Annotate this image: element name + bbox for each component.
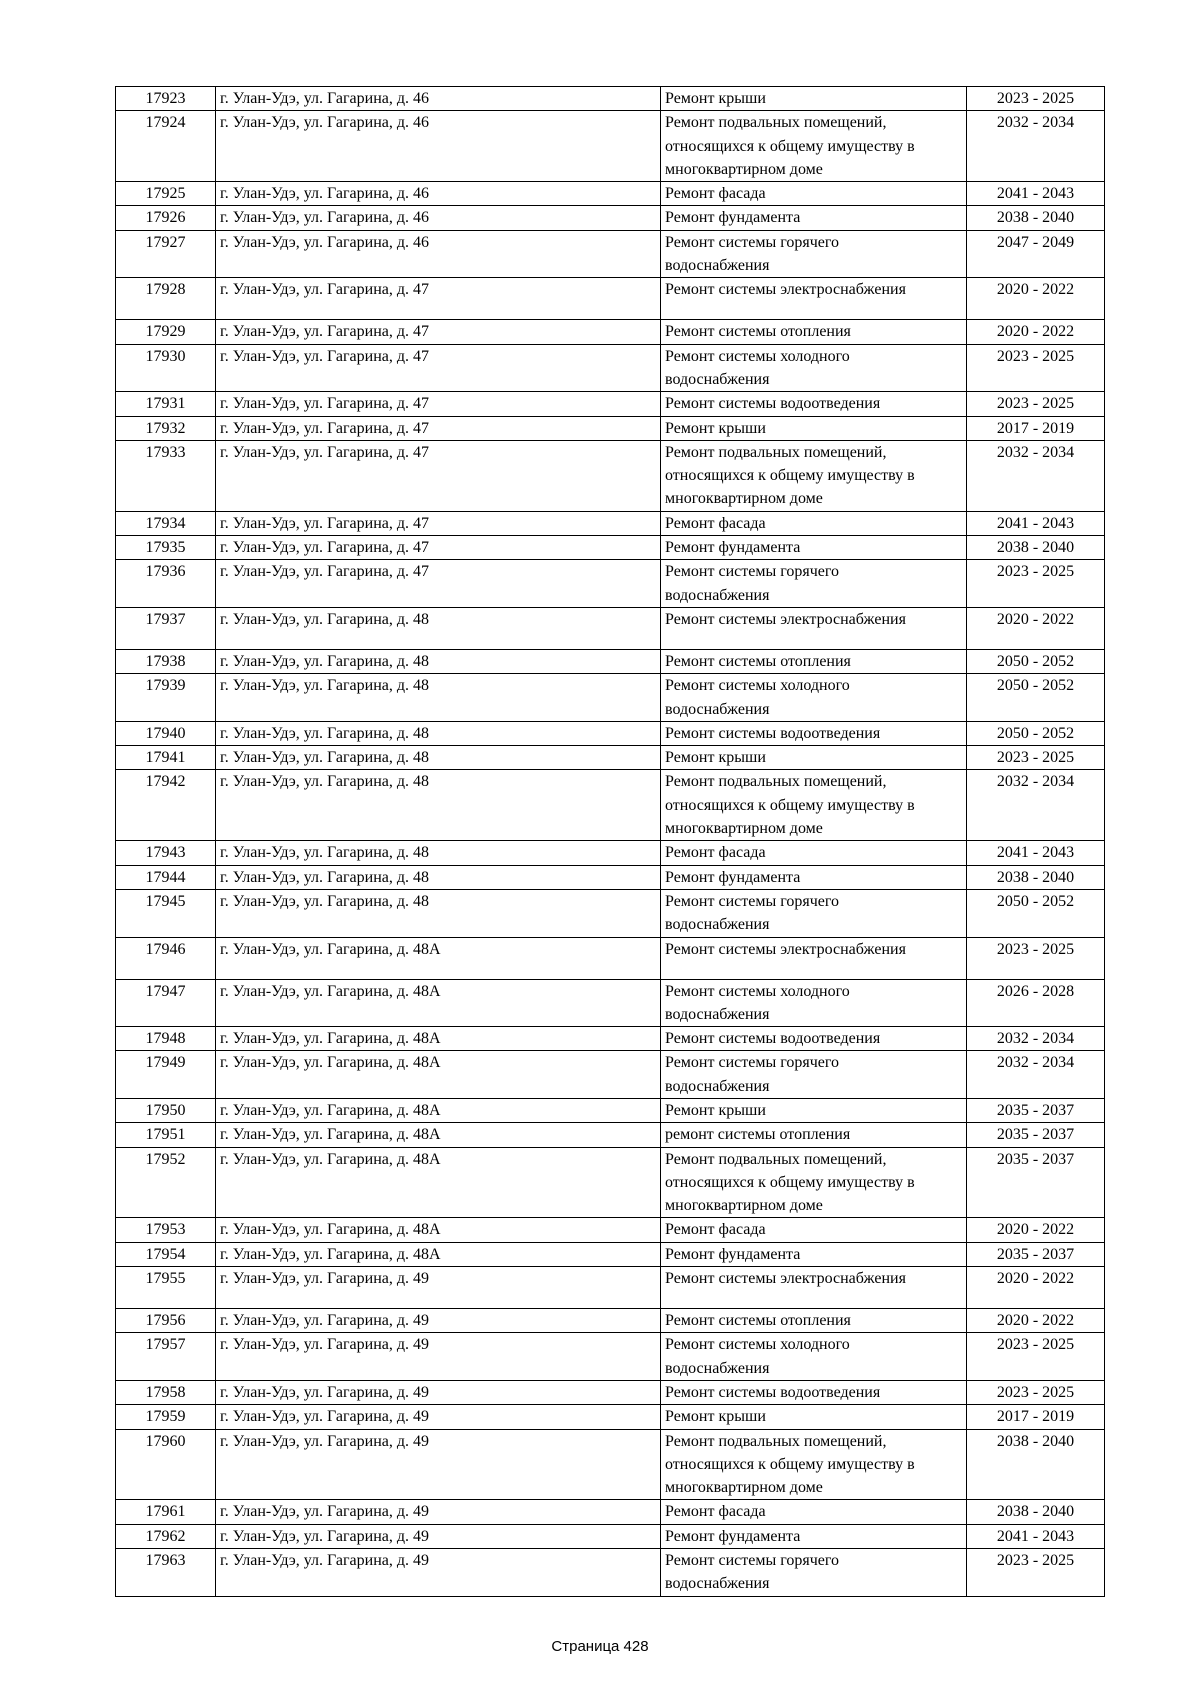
row-work-type: Ремонт системы отопления: [661, 1309, 967, 1333]
row-number: 17925: [116, 182, 216, 206]
registry-table-body: [116, 87, 1105, 1597]
row-period: 2032 - 2034: [967, 1051, 1105, 1099]
row-address: г. Улан-Удэ, ул. Гагарина, д. 46: [216, 111, 661, 182]
row-number: 17929: [116, 320, 216, 344]
row-number: 17923: [116, 87, 216, 111]
row-address: г. Улан-Удэ, ул. Гагарина, д. 48: [216, 649, 661, 673]
row-number: 17962: [116, 1524, 216, 1548]
row-address: г. Улан-Удэ, ул. Гагарина, д. 48А: [216, 1147, 661, 1218]
row-period: 2017 - 2019: [967, 1405, 1105, 1429]
row-number: 17926: [116, 206, 216, 230]
table-row: [116, 416, 1105, 440]
row-work-type: Ремонт системы холодного водоснабжения: [661, 1333, 967, 1381]
row-address: г. Улан-Удэ, ул. Гагарина, д. 49: [216, 1524, 661, 1548]
row-period: 2023 - 2025: [967, 560, 1105, 608]
table-row: [116, 841, 1105, 865]
row-period: 2038 - 2040: [967, 1500, 1105, 1524]
row-work-type: Ремонт фасада: [661, 1218, 967, 1242]
row-work-type: Ремонт системы водоотведения: [661, 721, 967, 745]
row-address: г. Улан-Удэ, ул. Гагарина, д. 47: [216, 536, 661, 560]
row-address: г. Улан-Удэ, ул. Гагарина, д. 46: [216, 206, 661, 230]
row-period: 2035 - 2037: [967, 1123, 1105, 1147]
row-address: г. Улан-Удэ, ул. Гагарина, д. 47: [216, 320, 661, 344]
table-row: [116, 1027, 1105, 1051]
row-period: 2032 - 2034: [967, 111, 1105, 182]
row-number: 17942: [116, 770, 216, 841]
row-work-type: Ремонт фундамента: [661, 1242, 967, 1266]
row-work-type: Ремонт системы электроснабжения: [661, 937, 967, 979]
row-number: 17935: [116, 536, 216, 560]
row-period: 2017 - 2019: [967, 416, 1105, 440]
row-number: 17936: [116, 560, 216, 608]
row-number: 17947: [116, 979, 216, 1027]
row-number: 17930: [116, 344, 216, 392]
row-number: 17937: [116, 607, 216, 649]
row-work-type: Ремонт системы электроснабжения: [661, 278, 967, 320]
table-row: [116, 1309, 1105, 1333]
row-period: 2020 - 2022: [967, 1267, 1105, 1309]
row-work-type: Ремонт системы горячего водоснабжения: [661, 889, 967, 937]
row-work-type: Ремонт фундамента: [661, 206, 967, 230]
row-work-type: Ремонт подвальных помещений, относящихся к общему имуществу в многоквартирном доме: [661, 770, 967, 841]
row-work-type: Ремонт крыши: [661, 416, 967, 440]
row-period: 2050 - 2052: [967, 721, 1105, 745]
row-work-type: Ремонт крыши: [661, 1405, 967, 1429]
row-period: 2041 - 2043: [967, 841, 1105, 865]
table-row: [116, 1218, 1105, 1242]
row-work-type: Ремонт системы водоотведения: [661, 1380, 967, 1404]
row-address: г. Улан-Удэ, ул. Гагарина, д. 47: [216, 440, 661, 511]
row-work-type: Ремонт фундамента: [661, 1524, 967, 1548]
row-period: 2038 - 2040: [967, 865, 1105, 889]
row-address: г. Улан-Удэ, ул. Гагарина, д. 49: [216, 1267, 661, 1309]
row-work-type: Ремонт крыши: [661, 1098, 967, 1122]
row-number: 17941: [116, 746, 216, 770]
table-row: [116, 1405, 1105, 1429]
row-number: 17940: [116, 721, 216, 745]
row-period: 2023 - 2025: [967, 1333, 1105, 1381]
row-work-type: Ремонт подвальных помещений, относящихся к общему имуществу в многоквартирном доме: [661, 440, 967, 511]
table-row: [116, 392, 1105, 416]
row-number: 17959: [116, 1405, 216, 1429]
row-period: 2023 - 2025: [967, 87, 1105, 111]
table-row: [116, 865, 1105, 889]
row-number: 17955: [116, 1267, 216, 1309]
row-number: 17948: [116, 1027, 216, 1051]
row-work-type: Ремонт фасада: [661, 841, 967, 865]
table-row: [116, 1098, 1105, 1122]
table-row: [116, 1051, 1105, 1099]
row-number: 17939: [116, 674, 216, 722]
row-work-type: Ремонт системы отопления: [661, 320, 967, 344]
row-address: г. Улан-Удэ, ул. Гагарина, д. 49: [216, 1309, 661, 1333]
row-address: г. Улан-Удэ, ул. Гагарина, д. 49: [216, 1429, 661, 1500]
table-row: [116, 1123, 1105, 1147]
table-row: [116, 746, 1105, 770]
table-row: [116, 87, 1105, 111]
row-period: 2032 - 2034: [967, 770, 1105, 841]
row-address: г. Улан-Удэ, ул. Гагарина, д. 47: [216, 416, 661, 440]
row-work-type: Ремонт фундамента: [661, 536, 967, 560]
row-address: г. Улан-Удэ, ул. Гагарина, д. 48: [216, 770, 661, 841]
table-row: [116, 536, 1105, 560]
row-number: 17958: [116, 1380, 216, 1404]
row-number: 17928: [116, 278, 216, 320]
row-work-type: Ремонт системы электроснабжения: [661, 607, 967, 649]
row-address: г. Улан-Удэ, ул. Гагарина, д. 48А: [216, 1027, 661, 1051]
row-address: г. Улан-Удэ, ул. Гагарина, д. 48А: [216, 979, 661, 1027]
row-period: 2023 - 2025: [967, 937, 1105, 979]
row-work-type: Ремонт системы отопления: [661, 649, 967, 673]
row-work-type: Ремонт фундамента: [661, 865, 967, 889]
table-row: [116, 560, 1105, 608]
table-row: [116, 1429, 1105, 1500]
row-work-type: Ремонт подвальных помещений, относящихся к общему имуществу в многоквартирном доме: [661, 111, 967, 182]
row-address: г. Улан-Удэ, ул. Гагарина, д. 48А: [216, 1123, 661, 1147]
row-address: г. Улан-Удэ, ул. Гагарина, д. 48А: [216, 937, 661, 979]
row-work-type: Ремонт фасада: [661, 1500, 967, 1524]
row-number: 17924: [116, 111, 216, 182]
row-period: 2041 - 2043: [967, 182, 1105, 206]
row-work-type: Ремонт системы холодного водоснабжения: [661, 979, 967, 1027]
row-address: г. Улан-Удэ, ул. Гагарина, д. 49: [216, 1333, 661, 1381]
row-address: г. Улан-Удэ, ул. Гагарина, д. 46: [216, 87, 661, 111]
table-row: [116, 440, 1105, 511]
row-address: г. Улан-Удэ, ул. Гагарина, д. 49: [216, 1405, 661, 1429]
table-row: [116, 1333, 1105, 1381]
table-row: [116, 649, 1105, 673]
row-address: г. Улан-Удэ, ул. Гагарина, д. 48: [216, 865, 661, 889]
row-address: г. Улан-Удэ, ул. Гагарина, д. 48А: [216, 1098, 661, 1122]
row-work-type: ремонт системы отопления: [661, 1123, 967, 1147]
row-period: 2050 - 2052: [967, 674, 1105, 722]
row-number: 17953: [116, 1218, 216, 1242]
row-work-type: Ремонт системы холодного водоснабжения: [661, 674, 967, 722]
table-row: [116, 344, 1105, 392]
row-address: г. Улан-Удэ, ул. Гагарина, д. 48А: [216, 1218, 661, 1242]
table-row: [116, 979, 1105, 1027]
row-number: 17933: [116, 440, 216, 511]
row-period: 2035 - 2037: [967, 1242, 1105, 1266]
row-period: 2041 - 2043: [967, 1524, 1105, 1548]
row-work-type: Ремонт системы горячего водоснабжения: [661, 560, 967, 608]
row-number: 17945: [116, 889, 216, 937]
table-row: [116, 182, 1105, 206]
row-period: 2047 - 2049: [967, 230, 1105, 278]
table-row: [116, 721, 1105, 745]
table-row: [116, 770, 1105, 841]
row-number: 17960: [116, 1429, 216, 1500]
row-address: г. Улан-Удэ, ул. Гагарина, д. 47: [216, 278, 661, 320]
row-number: 17949: [116, 1051, 216, 1099]
row-number: 17951: [116, 1123, 216, 1147]
row-period: 2026 - 2028: [967, 979, 1105, 1027]
row-work-type: Ремонт системы горячего водоснабжения: [661, 1051, 967, 1099]
row-address: г. Улан-Удэ, ул. Гагарина, д. 48: [216, 746, 661, 770]
row-period: 2032 - 2034: [967, 440, 1105, 511]
row-address: г. Улан-Удэ, ул. Гагарина, д. 47: [216, 392, 661, 416]
row-address: г. Улан-Удэ, ул. Гагарина, д. 48: [216, 721, 661, 745]
table-row: [116, 1267, 1105, 1309]
row-period: 2023 - 2025: [967, 344, 1105, 392]
table-row: [116, 1242, 1105, 1266]
table-row: [116, 206, 1105, 230]
row-period: 2023 - 2025: [967, 1380, 1105, 1404]
table-row: [116, 1524, 1105, 1548]
row-period: 2020 - 2022: [967, 1218, 1105, 1242]
table-row: [116, 278, 1105, 320]
row-address: г. Улан-Удэ, ул. Гагарина, д. 49: [216, 1549, 661, 1597]
row-work-type: Ремонт системы холодного водоснабжения: [661, 344, 967, 392]
row-number: 17938: [116, 649, 216, 673]
row-number: 17963: [116, 1549, 216, 1597]
row-period: 2023 - 2025: [967, 746, 1105, 770]
row-address: г. Улан-Удэ, ул. Гагарина, д. 48: [216, 889, 661, 937]
row-period: 2050 - 2052: [967, 649, 1105, 673]
row-work-type: Ремонт системы электроснабжения: [661, 1267, 967, 1309]
table-row: [116, 511, 1105, 535]
row-period: 2032 - 2034: [967, 1027, 1105, 1051]
row-work-type: Ремонт системы водоотведения: [661, 1027, 967, 1051]
row-work-type: Ремонт фасада: [661, 182, 967, 206]
row-number: 17950: [116, 1098, 216, 1122]
row-number: 17946: [116, 937, 216, 979]
table-row: [116, 607, 1105, 649]
table-row: [116, 889, 1105, 937]
row-period: 2020 - 2022: [967, 1309, 1105, 1333]
row-work-type: Ремонт крыши: [661, 746, 967, 770]
row-period: 2035 - 2037: [967, 1098, 1105, 1122]
row-number: 17931: [116, 392, 216, 416]
row-work-type: Ремонт системы горячего водоснабжения: [661, 1549, 967, 1597]
row-period: 2020 - 2022: [967, 607, 1105, 649]
table-row: [116, 1549, 1105, 1597]
row-address: г. Улан-Удэ, ул. Гагарина, д. 47: [216, 560, 661, 608]
row-number: 17944: [116, 865, 216, 889]
page-number: Страница 428: [551, 1638, 649, 1655]
table-row: [116, 230, 1105, 278]
row-work-type: Ремонт подвальных помещений, относящихся к общему имуществу в многоквартирном доме: [661, 1429, 967, 1500]
registry-table: [115, 86, 1105, 1597]
row-address: г. Улан-Удэ, ул. Гагарина, д. 48А: [216, 1051, 661, 1099]
table-row: [116, 1500, 1105, 1524]
table-row: [116, 111, 1105, 182]
row-number: 17957: [116, 1333, 216, 1381]
row-number: 17954: [116, 1242, 216, 1266]
row-number: 17934: [116, 511, 216, 535]
row-number: 17932: [116, 416, 216, 440]
row-period: 2038 - 2040: [967, 206, 1105, 230]
row-period: 2020 - 2022: [967, 278, 1105, 320]
row-work-type: Ремонт подвальных помещений, относящихся к общему имуществу в многоквартирном доме: [661, 1147, 967, 1218]
row-address: г. Улан-Удэ, ул. Гагарина, д. 49: [216, 1500, 661, 1524]
row-address: г. Улан-Удэ, ул. Гагарина, д. 46: [216, 182, 661, 206]
row-period: 2023 - 2025: [967, 1549, 1105, 1597]
row-work-type: Ремонт фасада: [661, 511, 967, 535]
table-row: [116, 320, 1105, 344]
row-address: г. Улан-Удэ, ул. Гагарина, д. 48: [216, 841, 661, 865]
row-address: г. Улан-Удэ, ул. Гагарина, д. 46: [216, 230, 661, 278]
row-number: 17956: [116, 1309, 216, 1333]
row-number: 17927: [116, 230, 216, 278]
table-row: [116, 1380, 1105, 1404]
row-period: 2023 - 2025: [967, 392, 1105, 416]
table-row: [116, 674, 1105, 722]
row-period: 2038 - 2040: [967, 536, 1105, 560]
row-number: 17943: [116, 841, 216, 865]
table-row: [116, 937, 1105, 979]
row-address: г. Улан-Удэ, ул. Гагарина, д. 48: [216, 607, 661, 649]
row-period: 2035 - 2037: [967, 1147, 1105, 1218]
row-address: г. Улан-Удэ, ул. Гагарина, д. 47: [216, 511, 661, 535]
row-address: г. Улан-Удэ, ул. Гагарина, д. 49: [216, 1380, 661, 1404]
row-period: 2050 - 2052: [967, 889, 1105, 937]
row-period: 2038 - 2040: [967, 1429, 1105, 1500]
row-address: г. Улан-Удэ, ул. Гагарина, д. 48А: [216, 1242, 661, 1266]
row-number: 17952: [116, 1147, 216, 1218]
row-period: 2041 - 2043: [967, 511, 1105, 535]
row-number: 17961: [116, 1500, 216, 1524]
row-work-type: Ремонт системы горячего водоснабжения: [661, 230, 967, 278]
row-address: г. Улан-Удэ, ул. Гагарина, д. 48: [216, 674, 661, 722]
row-period: 2020 - 2022: [967, 320, 1105, 344]
row-address: г. Улан-Удэ, ул. Гагарина, д. 47: [216, 344, 661, 392]
row-work-type: Ремонт крыши: [661, 87, 967, 111]
row-work-type: Ремонт системы водоотведения: [661, 392, 967, 416]
table-row: [116, 1147, 1105, 1218]
registry-page: [115, 86, 1104, 1597]
